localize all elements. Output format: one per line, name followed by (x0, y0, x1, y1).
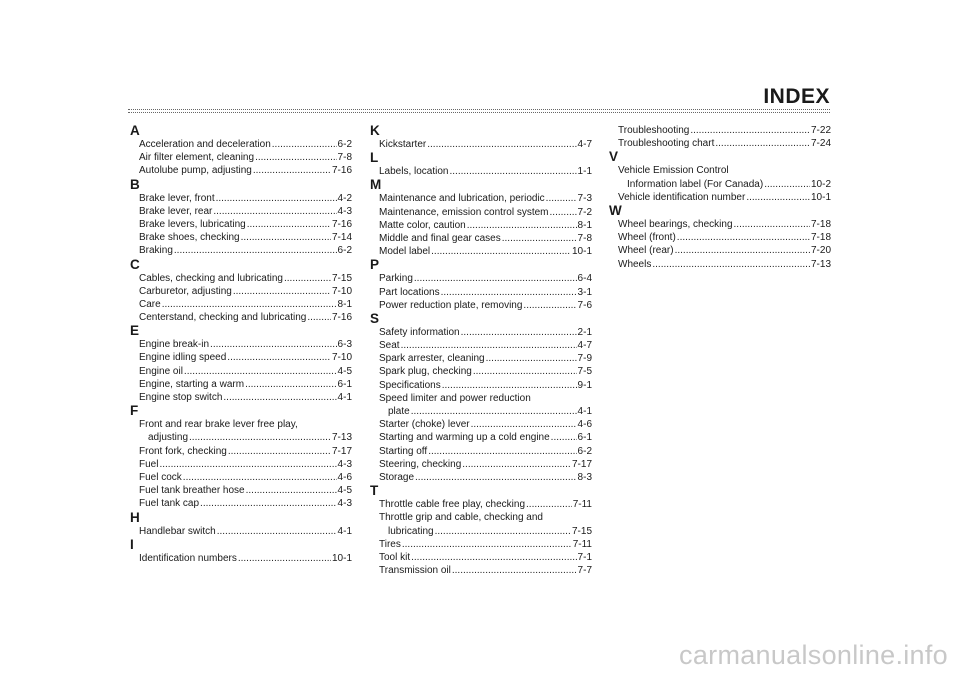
index-entry-text: Middle and final gear cases (379, 232, 501, 244)
dot-leader (473, 365, 577, 378)
index-letter-heading: A (130, 123, 140, 138)
index-entry-text: Spark plug, checking (379, 366, 472, 378)
index-column-3 (609, 124, 831, 271)
index-entry-text: Spark arrester, cleaning (379, 353, 485, 365)
index-entry (130, 484, 352, 497)
index-entry-text: Tool kit (379, 551, 411, 563)
index-entry-page: 4-3 (337, 498, 352, 510)
index-entry-page: 8-1 (337, 298, 352, 310)
index-entry-text: Engine stop switch (139, 392, 223, 403)
index-entry (370, 538, 592, 551)
index-entry-page: 7-22 (810, 125, 831, 136)
index-entry-text: Storage (379, 471, 415, 483)
index-entry (130, 205, 352, 218)
index-entry (370, 326, 592, 339)
index-entry (130, 311, 352, 324)
index-entry-page: 7-9 (577, 353, 592, 365)
index-entry-text: Engine idling speed (139, 352, 227, 364)
index-entry (370, 206, 592, 219)
dot-leader (435, 525, 571, 538)
dot-leader (450, 165, 577, 178)
index-entry-text: Tires (379, 538, 401, 550)
index-entry-page: 7-18 (810, 218, 831, 230)
dot-leader (551, 431, 577, 444)
dot-leader (189, 431, 331, 444)
dot-leader (255, 151, 336, 164)
index-entry-page: 4-1 (577, 406, 592, 417)
index-entry (370, 219, 592, 232)
index-entry-text: Part locations (379, 286, 440, 298)
dot-leader (734, 218, 810, 231)
index-entry-page: 4-3 (337, 458, 352, 470)
index-entry-text: Parking (379, 273, 413, 285)
index-entry (370, 352, 592, 365)
title-rule (128, 109, 830, 113)
index-entry (370, 379, 592, 392)
dot-leader (411, 405, 577, 418)
index-entry (370, 471, 592, 484)
index-entry-text: Fuel cock (139, 471, 182, 483)
dot-leader (652, 258, 810, 271)
index-entry-text: Front and rear brake lever free play, (139, 419, 298, 431)
dot-leader (715, 137, 810, 150)
index-entry (370, 232, 592, 245)
index-entry (130, 285, 352, 298)
dot-leader (746, 191, 810, 204)
index-entry-text: Matte color, caution (379, 219, 466, 231)
index-letter-heading: C (130, 256, 140, 272)
index-entry (130, 497, 352, 510)
index-entry-page: 4-7 (577, 139, 592, 150)
index-entry-text: Autolube pump, adjusting (139, 165, 252, 177)
index-entry-page: 7-16 (331, 165, 352, 177)
index-entry (370, 299, 592, 312)
dot-leader (228, 445, 331, 458)
index-letter-heading: I (130, 536, 134, 552)
index-entry (130, 218, 352, 231)
dot-leader (471, 418, 577, 431)
index-entry (370, 418, 592, 431)
index-entry-page: 7-3 (577, 193, 592, 205)
index-entry (609, 124, 831, 137)
dot-leader (223, 391, 336, 404)
dot-leader (431, 245, 571, 258)
index-entry-text: Engine, starting a warm (139, 378, 245, 390)
index-letter-heading: W (609, 202, 622, 218)
index-entry-text: Wheel bearings, checking (618, 218, 733, 230)
index-entry-text: Brake levers, lubricating (139, 218, 246, 230)
index-entry-page: 6-1 (337, 378, 352, 390)
index-entry (130, 164, 352, 177)
index-entry-text: Centerstand, checking and lubricating (139, 312, 307, 324)
index-entry-page: 7-6 (577, 299, 592, 311)
dot-leader (764, 178, 810, 191)
dot-leader (441, 286, 577, 299)
dot-leader (675, 244, 810, 257)
index-entry-page: 7-7 (577, 565, 592, 577)
index-entry (130, 378, 352, 391)
dot-leader (247, 218, 331, 231)
index-entry (370, 339, 592, 352)
index-entry-text: Starter (choke) lever (379, 419, 470, 431)
dot-leader (523, 299, 576, 312)
index-entry-page: 7-11 (572, 499, 592, 511)
index-entry-text: Engine break-in (139, 339, 210, 351)
index-entry-text: Maintenance, emission control system (379, 206, 549, 218)
index-entry-text: Speed limiter and power reduction (379, 392, 531, 404)
index-entry (130, 338, 352, 351)
index-entry-text: Care (139, 298, 161, 310)
index-entry-page: 10-1 (331, 552, 352, 564)
dot-leader (284, 272, 331, 285)
index-letter-heading: K (370, 123, 380, 138)
dot-leader (210, 338, 337, 351)
dot-leader (238, 552, 331, 565)
dot-leader (227, 351, 331, 364)
index-entry-text: Brake lever, front (139, 192, 215, 204)
index-entry-page: 10-1 (571, 246, 592, 258)
index-letter-heading: F (130, 403, 139, 419)
dot-leader (184, 365, 337, 378)
dot-leader (183, 471, 337, 484)
index-entry-page: 6-2 (337, 139, 352, 150)
index-entry (370, 365, 592, 378)
index-entry-text: Information label (For Canada) (627, 178, 764, 190)
index-entry-text: Specifications (379, 379, 441, 391)
index-entry (130, 138, 352, 151)
dot-leader (677, 231, 810, 244)
index-entry (370, 165, 592, 178)
index-entry-text: Brake lever, rear (139, 205, 213, 217)
dot-leader (546, 192, 577, 205)
index-letter-heading: P (370, 257, 380, 273)
index-entry (370, 551, 592, 564)
index-entry-text: Transmission oil (379, 565, 451, 577)
index-entry-page: 3-1 (577, 286, 592, 298)
index-entry-text: Air filter element, cleaning (139, 152, 255, 164)
index-entry-text: Starting and warming up a cold engine (379, 432, 550, 444)
index-entry-page: 7-10 (331, 352, 352, 364)
index-entry (130, 151, 352, 164)
dot-leader (272, 138, 337, 151)
dot-leader (415, 471, 577, 484)
index-entry-text: Carburetor, adjusting (139, 285, 232, 297)
dot-leader (442, 379, 577, 392)
dot-leader (241, 231, 331, 244)
index-entry (130, 471, 352, 484)
dot-leader (217, 525, 337, 538)
index-entry-page: 10-2 (810, 178, 831, 190)
index-entry-text: Model label (379, 246, 431, 258)
index-entry-text: Fuel (139, 458, 159, 470)
index-entry-page: 2-1 (577, 326, 592, 338)
dot-leader (233, 285, 331, 298)
dot-leader (526, 498, 572, 511)
index-entry-page: 6-2 (577, 445, 592, 457)
index-entry-page: 4-1 (337, 525, 352, 537)
index-entry-page: 7-14 (331, 232, 352, 244)
dot-leader (461, 326, 577, 339)
index-entry (130, 244, 352, 257)
dot-leader (246, 484, 337, 497)
dot-leader (213, 205, 336, 218)
dot-leader (452, 564, 577, 577)
index-entry-text: Front fork, checking (139, 445, 227, 457)
index-entry (130, 272, 352, 285)
dot-leader (174, 244, 337, 257)
index-entry (370, 445, 592, 458)
dot-leader (162, 298, 337, 311)
index-entry (130, 458, 352, 471)
dot-leader (502, 232, 577, 245)
index-entry (370, 564, 592, 577)
dot-leader (216, 192, 337, 205)
dot-leader (200, 497, 337, 510)
index-entry (609, 137, 831, 150)
index-entry (130, 391, 352, 404)
index-entry-text: Kickstarter (379, 139, 427, 150)
index-entry (370, 192, 592, 205)
index-entry-page: 6-3 (337, 339, 352, 351)
index-entry-page: 7-20 (810, 245, 831, 257)
index-entry (130, 552, 352, 565)
index-entry-page: 4-7 (577, 340, 592, 352)
index-entry-page: 6-2 (337, 245, 352, 257)
index-entry (609, 178, 831, 191)
index-entry (370, 245, 592, 258)
dot-leader (253, 164, 331, 177)
dot-leader (462, 458, 571, 471)
index-entry-page: 10-1 (810, 191, 831, 203)
index-entry-page: 4-3 (337, 205, 352, 217)
index-entry-text: Wheels (618, 258, 652, 270)
dot-leader (467, 219, 577, 232)
index-entry-page: 7-8 (337, 152, 352, 164)
index-entry-text: Power reduction plate, removing (379, 299, 523, 311)
dot-leader (414, 272, 577, 285)
index-entry-text: Vehicle identification number (618, 191, 746, 203)
index-entry-text: Starting off (379, 445, 428, 457)
index-column-1 (130, 124, 352, 565)
index-entry-text: Seat (379, 340, 400, 352)
index-entry-page: 7-10 (331, 285, 352, 297)
dot-leader (550, 206, 577, 219)
index-letter-heading: V (609, 149, 619, 165)
dot-leader (690, 124, 810, 137)
index-entry-text: Maintenance and lubrication, periodic (379, 193, 545, 205)
index-entry (370, 525, 592, 538)
index-entry-page: 7-15 (331, 272, 352, 284)
index-entry-text: Throttle cable free play, checking (379, 499, 526, 511)
index-letter-heading: T (370, 483, 379, 499)
index-entry (130, 298, 352, 311)
index-entry (609, 258, 831, 271)
index-entry-text: Throttle grip and cable, checking and (379, 512, 543, 524)
index-letter-heading: L (370, 150, 379, 166)
index-entry (370, 272, 592, 285)
dot-leader (411, 551, 576, 564)
index-entry-page: 7-8 (577, 232, 592, 244)
index-entry-page: 4-5 (337, 365, 352, 377)
index-entry-page: 7-5 (577, 366, 592, 378)
index-entry-page: 8-1 (577, 219, 592, 231)
index-entry (609, 244, 831, 257)
index-letter-heading: E (130, 323, 140, 339)
index-entry-text: Safety information (379, 326, 460, 338)
index-entry-text: Troubleshooting chart (618, 138, 715, 150)
index-entry (130, 445, 352, 458)
index-entry-text: Wheel (front) (618, 232, 676, 244)
index-entry-page: 7-16 (331, 312, 352, 324)
index-entry-page: 4-6 (577, 419, 592, 431)
index-entry (130, 351, 352, 364)
watermark: carmanualsonline.info (679, 640, 948, 670)
index-entry-page: 7-16 (331, 218, 352, 230)
index-entry-text: Labels, location (379, 166, 449, 178)
index-entry (130, 365, 352, 378)
index-entry-text: Vehicle Emission Control (618, 165, 729, 177)
index-entry (130, 431, 352, 444)
index-entry-page: 7-18 (810, 232, 831, 244)
index-entry-page: 7-2 (577, 206, 592, 218)
index-entry-text: Identification numbers (139, 552, 237, 564)
index-entry-text: Troubleshooting (618, 125, 690, 136)
index-entry-page: 7-13 (331, 432, 352, 444)
index-entry (370, 405, 592, 418)
index-entry (609, 191, 831, 204)
index-entry-text: Engine oil (139, 365, 183, 377)
index-entry-page: 7-17 (331, 445, 352, 457)
index-entry-page: 7-13 (810, 258, 831, 270)
index-entry (130, 525, 352, 538)
index-entry-text: Brake shoes, checking (139, 232, 240, 244)
index-entry-page: 4-1 (337, 392, 352, 403)
index-entry (370, 138, 592, 151)
index-entry (370, 286, 592, 299)
index-entry-page: 7-17 (571, 458, 592, 470)
dot-leader (401, 339, 577, 352)
index-column-2 (370, 124, 592, 577)
dot-leader (402, 538, 572, 551)
index-letter-heading: S (370, 310, 380, 326)
index-entry-page: 6-1 (577, 432, 592, 444)
dot-leader (486, 352, 577, 365)
dot-leader (159, 458, 336, 471)
index-entry-page: 1-1 (577, 166, 592, 178)
index-entry-text: Steering, checking (379, 458, 462, 470)
index-entry-text: adjusting (148, 432, 189, 444)
index-entry-page: 6-4 (577, 273, 592, 285)
index-letter-heading: B (130, 176, 140, 192)
index-letter-heading: M (370, 177, 382, 193)
index-entry (370, 458, 592, 471)
dot-leader (245, 378, 336, 391)
index-entry-text: Wheel (rear) (618, 245, 674, 257)
dot-leader (428, 445, 576, 458)
index-entry-page: 8-3 (577, 471, 592, 483)
dot-leader (427, 138, 576, 151)
index-entry-text: Fuel tank cap (139, 498, 200, 510)
index-entry-text: Braking (139, 245, 173, 257)
dot-leader (307, 311, 331, 324)
index-entry (130, 231, 352, 244)
index-entry-page: 4-5 (337, 485, 352, 497)
index-entry (370, 431, 592, 444)
index-entry-text: lubricating (388, 525, 434, 537)
index-entry-page: 7-15 (571, 525, 592, 537)
index-entry-page: 4-2 (337, 192, 352, 204)
index-entry (130, 192, 352, 205)
index-entry-text: plate (388, 406, 410, 417)
index-entry-page: 4-6 (337, 471, 352, 483)
index-entry-page: 7-1 (577, 551, 592, 563)
index-entry-text: Handlebar switch (139, 525, 216, 537)
index-entry-page: 9-1 (577, 379, 592, 391)
index-entry (609, 231, 831, 244)
index-entry-text: Acceleration and deceleration (139, 139, 271, 150)
index-entry-page: 7-24 (810, 138, 831, 150)
page-title: INDEX (763, 85, 830, 108)
index-letter-heading: H (130, 509, 140, 525)
index-entry (609, 218, 831, 231)
index-entry (370, 498, 592, 511)
index-entry-text: Cables, checking and lubricating (139, 272, 283, 284)
index-entry-text: Fuel tank breather hose (139, 485, 245, 497)
index-entry-page: 7-11 (572, 538, 592, 550)
